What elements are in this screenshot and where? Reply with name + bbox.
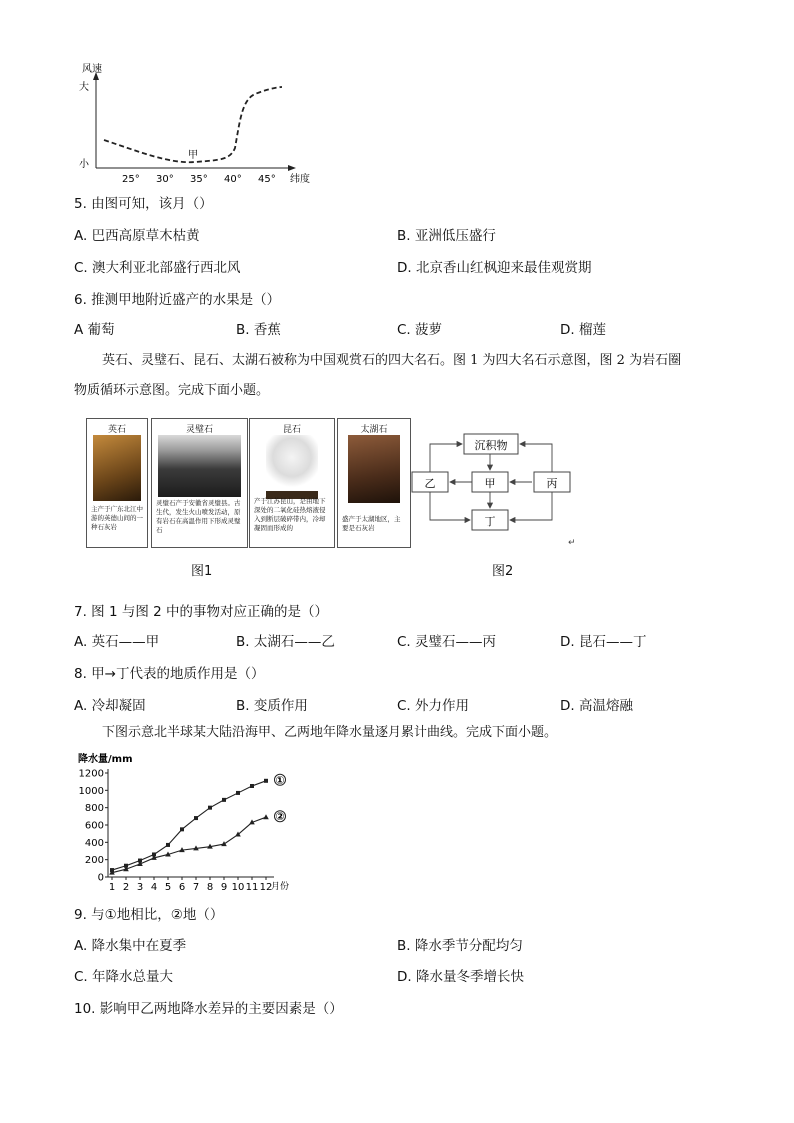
stone-card-taihu xyxy=(337,418,411,548)
precip-point xyxy=(264,779,268,783)
precip-x-tick-label: 7 xyxy=(192,882,200,893)
wind-tick: 35° xyxy=(190,174,208,185)
q9-option-c[interactable]: C. 年降水总量大 xyxy=(74,969,174,985)
q6-option-c[interactable]: C. 菠萝 xyxy=(397,322,443,338)
figure-2-caption: 图2 xyxy=(492,564,514,579)
wind-tick: 30° xyxy=(156,174,174,185)
q8-option-c[interactable]: C. 外力作用 xyxy=(397,698,470,714)
card-desc: 灵璧石产于安徽省灵璧县。古生代，发生火山喷发活动，原有岩石在高温作用下形成灵璧石 xyxy=(156,499,241,534)
rock-cycle-diagram xyxy=(410,428,580,548)
wind-tick: 45° xyxy=(258,174,276,185)
q7-stem: 7. 图 1 与图 2 中的事物对应正确的是（） xyxy=(74,604,329,620)
q7-option-c[interactable]: C. 灵璧石——丙 xyxy=(397,634,497,650)
stone-photo xyxy=(348,435,400,503)
precip-x-tick-label: 11 xyxy=(245,882,259,893)
precip-x-tick-label: 1 xyxy=(108,882,116,893)
label-sediment: 沉积物 xyxy=(474,439,508,452)
q8-stem: 8. 甲→丁代表的地质作用是（） xyxy=(74,666,265,682)
precip-point xyxy=(194,816,198,820)
precip-y-tick-label: 0 xyxy=(97,872,104,884)
precip-series-label: ① xyxy=(275,773,285,787)
precip-x-tick-label: 10 xyxy=(231,882,245,893)
precip-point xyxy=(236,791,240,795)
q5-option-c[interactable]: C. 澳大利亚北部盛行西北风 xyxy=(74,260,241,276)
label-jia: 甲 xyxy=(484,477,496,490)
wind-xlabel: 纬度 xyxy=(290,174,310,185)
precip-y-tick-label: 1200 xyxy=(78,768,104,780)
precipitation-chart xyxy=(74,750,304,900)
intro-paragraph-2: 下图示意北半球某大陆沿海甲、乙两地年降水量逐月累计曲线。完成下面小题。 xyxy=(102,725,558,740)
precip-series-line-1 xyxy=(112,781,266,870)
wind-ylabel: 风速 xyxy=(82,64,102,75)
stone-card-lingbi xyxy=(151,418,248,548)
intro-paragraph-1 xyxy=(74,346,734,406)
q5-stem: 5. 由图可知，该月（） xyxy=(74,196,213,212)
q7-option-d[interactable]: D. 昆石——丁 xyxy=(560,634,647,650)
label-ding: 丁 xyxy=(484,515,496,528)
q8-option-a[interactable]: A. 冷却凝固 xyxy=(74,698,146,714)
precip-point xyxy=(250,784,254,788)
precip-x-tick-label: 9 xyxy=(220,882,228,893)
precip-y-tick-label: 800 xyxy=(84,803,104,815)
q8-option-b[interactable]: B. 变质作用 xyxy=(236,698,308,714)
card-title: 灵璧石 xyxy=(185,425,213,435)
q10-stem: 10. 影响甲乙两地降水差异的主要因素是（） xyxy=(74,1001,343,1017)
precip-point xyxy=(263,814,269,819)
precip-x-tick-label: 5 xyxy=(164,882,172,893)
precip-series-line-2 xyxy=(112,817,266,872)
wind-tick: 25° xyxy=(122,174,140,185)
wind-tick: 40° xyxy=(224,174,242,185)
stone-photo xyxy=(158,435,241,497)
card-desc: 盛产于太湖地区，主要是石灰岩 xyxy=(342,515,401,532)
card-title: 英石 xyxy=(107,425,126,435)
precip-point xyxy=(222,798,226,802)
precip-ylabel: 降水量/mm xyxy=(78,754,133,765)
card-title: 昆石 xyxy=(282,425,301,435)
wind-point-label: 甲 xyxy=(188,150,198,161)
precip-point xyxy=(208,806,212,810)
precip-y-tick-label: 600 xyxy=(84,820,104,832)
stone-card-kunshi xyxy=(249,418,335,548)
precip-x-tick-label: 2 xyxy=(122,882,130,893)
precip-x-tick-label: 4 xyxy=(150,882,158,893)
label-yi: 乙 xyxy=(424,477,436,490)
card-desc: 主产于广东北江中游的英德山间的一种石灰岩 xyxy=(91,505,143,531)
q9-option-b[interactable]: B. 降水季节分配均匀 xyxy=(397,938,523,954)
q5-option-b[interactable]: B. 亚洲低压盛行 xyxy=(397,228,496,244)
precip-x-tick-label: 6 xyxy=(178,882,186,893)
precip-xlabel: 月份 xyxy=(271,882,290,892)
q9-stem: 9. 与①地相比，②地（） xyxy=(74,907,224,923)
intro-1-line-2: 物质循环示意图。完成下面小题。 xyxy=(74,383,270,398)
wind-y-low: 小 xyxy=(79,159,89,170)
q9-option-d[interactable]: D. 降水量冬季增长快 xyxy=(397,969,524,985)
q9-option-a[interactable]: A. 降水集中在夏季 xyxy=(74,938,187,954)
q8-option-d[interactable]: D. 高温熔融 xyxy=(560,698,633,714)
precip-y-tick-label: 200 xyxy=(84,855,104,867)
q5-option-d[interactable]: D. 北京香山红枫迎来最佳观赏期 xyxy=(397,260,592,276)
stone-photo xyxy=(93,435,141,501)
precip-y-tick-label: 1000 xyxy=(78,785,104,797)
stone-card-yingshi xyxy=(86,418,148,548)
figure-1-caption: 图1 xyxy=(191,564,213,579)
precip-x-tick-label: 8 xyxy=(206,882,214,893)
q7-option-b[interactable]: B. 太湖石——乙 xyxy=(236,634,335,650)
intro-1-line-1: 英石、灵璧石、昆石、太湖石被称为中国观赏石的四大名石。图 1 为四大名石示意图，图 2 为岩石圈 xyxy=(102,353,682,368)
q6-option-d[interactable]: D. 榴莲 xyxy=(560,322,606,338)
precip-x-tick-label: 3 xyxy=(136,882,144,893)
stone-photo xyxy=(266,435,318,499)
card-desc: 产于江苏昆山，是由地下深处的二氧化硅热熔液侵入到断层破碎带内，冷却凝固而形成的 xyxy=(254,497,326,532)
label-bing: 丙 xyxy=(546,477,558,490)
return-mark: ↵ xyxy=(568,538,576,548)
q6-option-b[interactable]: B. 香蕉 xyxy=(236,322,281,338)
q7-option-a[interactable]: A. 英石——甲 xyxy=(74,634,160,650)
precip-point xyxy=(221,841,227,846)
q6-option-a[interactable]: A 葡萄 xyxy=(74,322,115,338)
precip-series-label: ② xyxy=(275,810,285,824)
precip-x-tick-label: 12 xyxy=(259,882,273,893)
precip-point xyxy=(166,843,170,847)
precip-point xyxy=(180,827,184,831)
card-title: 太湖石 xyxy=(360,425,388,435)
precip-y-tick-label: 400 xyxy=(84,837,104,849)
q6-stem: 6. 推测甲地附近盛产的水果是（） xyxy=(74,292,281,308)
wind-y-high: 大 xyxy=(79,82,89,93)
q5-option-a[interactable]: A. 巴西高原草木枯黄 xyxy=(74,228,200,244)
wind-speed-chart xyxy=(70,60,330,190)
